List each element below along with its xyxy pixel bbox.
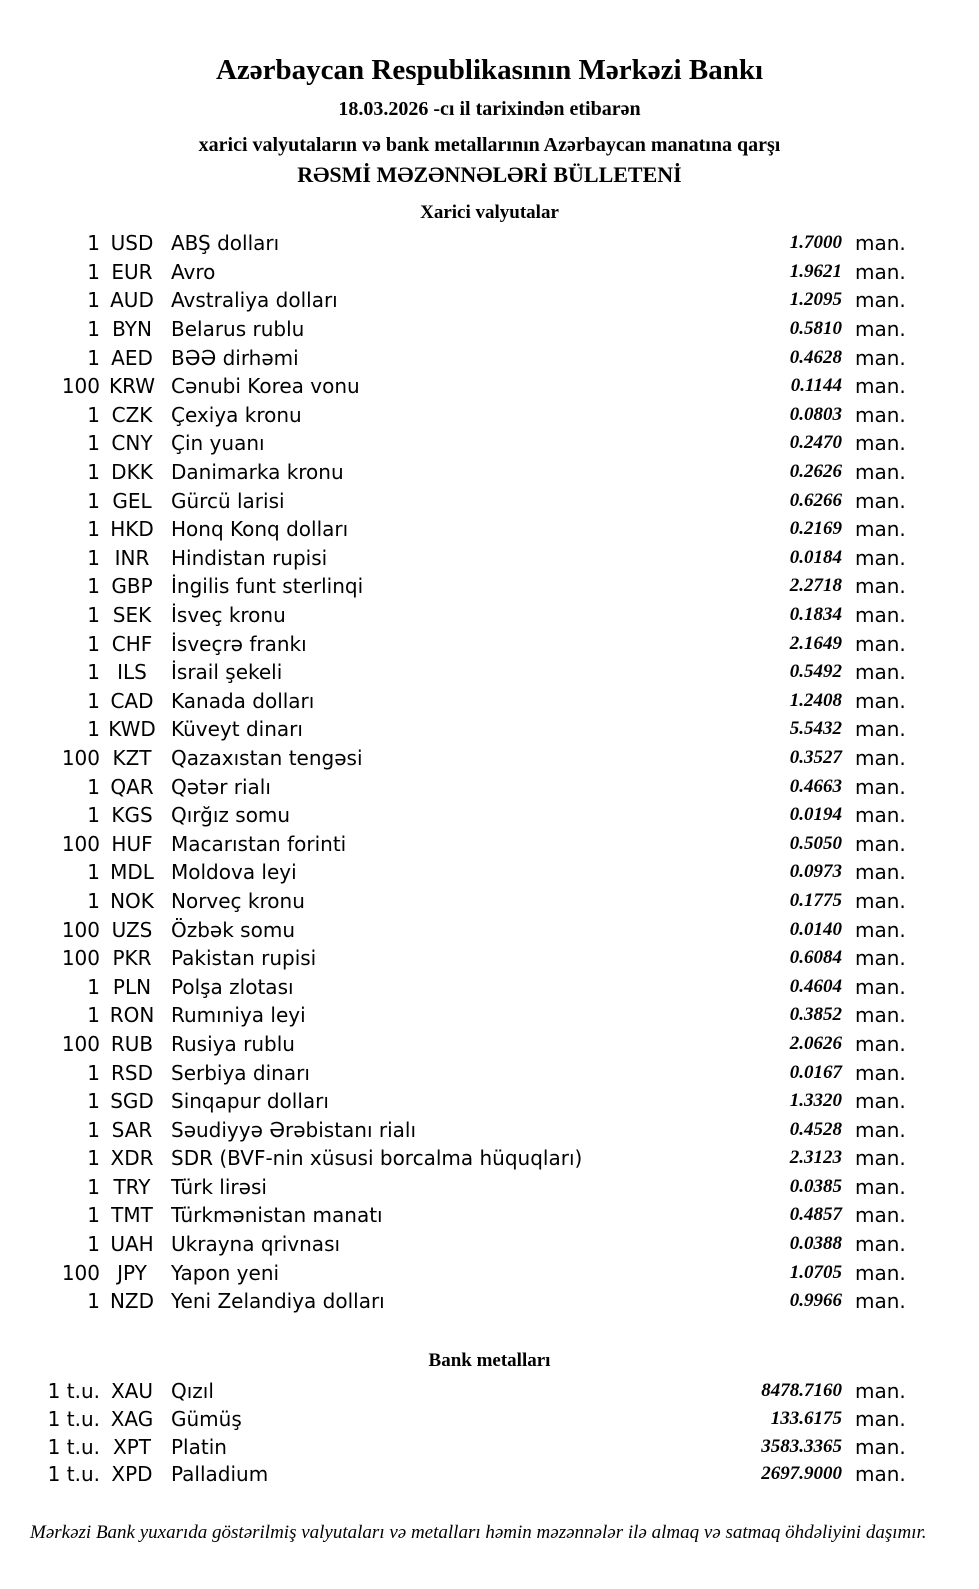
quantity-value: 1	[87, 231, 100, 256]
currency-code: NOK	[110, 888, 154, 913]
quantity-value: 1	[87, 517, 100, 542]
unit-label: man.	[855, 545, 906, 570]
quantity-value: 100	[61, 1031, 100, 1056]
rate-value: 0.1144	[790, 375, 842, 397]
rate-value: 1.7000	[789, 232, 842, 254]
rate-value: 0.4628	[789, 346, 842, 368]
rate-value: 0.4663	[789, 775, 842, 797]
currency-name: Moldova leyi	[171, 860, 297, 885]
rate-value: 0.1775	[789, 889, 842, 911]
rate-value: 0.5050	[789, 832, 842, 854]
rate-value: 0.6266	[789, 489, 842, 511]
rate-value: 0.4604	[789, 975, 842, 997]
currency-name: Qazaxıstan tengəsi	[171, 745, 363, 770]
quantity-value: 1	[87, 603, 100, 628]
currency-code: INR	[114, 545, 150, 570]
currency-name: Səudiyyə Ərəbistanı rialı	[171, 1117, 417, 1142]
rate-value: 8478.7160	[761, 1380, 842, 1402]
currency-code: GEL	[112, 488, 152, 513]
currency-name: Cənubi Korea vonu	[171, 374, 360, 399]
table-row	[0, 229, 905, 258]
unit-label: man.	[855, 860, 906, 885]
currency-code: EUR	[111, 259, 153, 284]
table-row	[0, 515, 905, 544]
currency-code: TRY	[113, 1174, 151, 1199]
unit-label: man.	[855, 317, 906, 342]
currency-code: GBP	[111, 574, 153, 599]
rate-value: 5.5432	[789, 718, 842, 740]
currency-code: SAR	[111, 1117, 153, 1142]
unit-label: man.	[855, 1260, 906, 1285]
currency-name: Macarıstan forinti	[171, 831, 347, 856]
currency-name: İsveçrə frankı	[171, 631, 307, 656]
unit-label: man.	[855, 1060, 906, 1085]
rate-value: 2.1649	[789, 632, 842, 654]
currency-name: İsveç kronu	[171, 603, 286, 628]
table-row	[0, 1087, 905, 1116]
currency-name: SDR (BVF-nin xüsusi borcalma hüquqları)	[171, 1146, 583, 1171]
currency-code: JPY	[117, 1260, 147, 1285]
table-row	[0, 1258, 905, 1287]
unit-label: man.	[855, 259, 906, 284]
currency-code: QAR	[110, 774, 154, 799]
currency-code: HKD	[110, 517, 154, 542]
unit-label: man.	[855, 1203, 906, 1228]
unit-label: man.	[855, 688, 906, 713]
currency-code: RSD	[111, 1060, 153, 1085]
effective-date: 18.03.2026 -cı il tarixindən etibarən	[338, 98, 641, 120]
currency-code: XAG	[110, 1407, 154, 1432]
table-row	[0, 315, 905, 344]
table-row	[0, 972, 905, 1001]
quantity-value: 100	[61, 1260, 100, 1285]
currency-name: Hindistan rupisi	[171, 545, 328, 570]
quantity-value: 1	[87, 460, 100, 485]
rate-value: 0.0973	[789, 861, 842, 883]
quantity-value: 1	[87, 1289, 100, 1314]
rate-value: 0.5492	[789, 661, 842, 683]
currency-name: BƏƏ dirhəmi	[171, 345, 299, 370]
quantity-value: 1	[87, 402, 100, 427]
table-row	[0, 1230, 905, 1259]
table-row	[0, 687, 905, 716]
currency-code: DKK	[111, 460, 153, 485]
currency-code: SGD	[110, 1089, 154, 1114]
currency-code: KZT	[112, 745, 152, 770]
metals-section-title: Bank metalları	[428, 1349, 551, 1371]
rate-value: 0.0388	[789, 1233, 842, 1255]
currency-name: Rusiya rublu	[171, 1031, 295, 1056]
unit-label: man.	[855, 974, 906, 999]
unit-label: man.	[855, 517, 906, 542]
rate-value: 0.0194	[789, 804, 842, 826]
table-row	[0, 1461, 905, 1489]
currency-name: Avro	[171, 259, 216, 284]
rate-value: 0.1834	[789, 604, 842, 626]
rate-value: 2.3123	[789, 1147, 842, 1169]
unit-label: man.	[855, 1089, 906, 1114]
unit-label: man.	[855, 717, 906, 742]
quantity-value: 1	[87, 1003, 100, 1028]
quantity-value: 1	[87, 631, 100, 656]
quantity-value: 1	[87, 431, 100, 456]
currency-code: RUB	[110, 1031, 154, 1056]
unit-label: man.	[855, 946, 906, 971]
rate-value: 0.4857	[789, 1204, 842, 1226]
rate-value: 0.4528	[789, 1118, 842, 1140]
quantity-value: 1 t.u.	[47, 1462, 100, 1487]
table-row	[0, 1378, 905, 1406]
rate-value: 0.2169	[789, 518, 842, 540]
unit-label: man.	[855, 488, 906, 513]
quantity-value: 1	[87, 888, 100, 913]
table-row	[0, 1144, 905, 1173]
table-row	[0, 429, 905, 458]
currency-name: Kanada dolları	[171, 688, 315, 713]
table-row	[0, 1433, 905, 1461]
currency-code: BYN	[112, 317, 152, 342]
unit-label: man.	[855, 460, 906, 485]
unit-label: man.	[855, 774, 906, 799]
quantity-value: 1	[87, 259, 100, 284]
unit-label: man.	[855, 631, 906, 656]
rate-value: 1.2095	[789, 289, 842, 311]
quantity-value: 1	[87, 1117, 100, 1142]
currency-code: PKR	[112, 946, 152, 971]
table-row	[0, 601, 905, 630]
quantity-value: 1	[87, 660, 100, 685]
currency-name: Çexiya kronu	[171, 402, 302, 427]
unit-label: man.	[855, 1117, 906, 1142]
quantity-value: 100	[61, 917, 100, 942]
currency-code: ILS	[117, 660, 147, 685]
unit-label: man.	[855, 345, 906, 370]
table-row	[0, 944, 905, 973]
quantity-value: 1	[87, 1060, 100, 1085]
quantity-value: 1	[87, 717, 100, 742]
unit-label: man.	[855, 917, 906, 942]
table-row	[0, 801, 905, 830]
rate-value: 0.0184	[789, 546, 842, 568]
currencies-section-title: Xarici valyutalar	[420, 202, 559, 223]
unit-label: man.	[855, 1434, 906, 1459]
quantity-value: 1	[87, 688, 100, 713]
currency-name: Çin yuanı	[171, 431, 265, 456]
rate-value: 0.0140	[789, 918, 842, 940]
rate-value: 0.3852	[789, 1004, 842, 1026]
currency-name: Gürcü larisi	[171, 488, 285, 513]
currency-code: HUF	[111, 831, 153, 856]
quantity-value: 1	[87, 288, 100, 313]
currency-name: Belarus rublu	[171, 317, 305, 342]
table-row	[0, 829, 905, 858]
quantity-value: 1	[87, 974, 100, 999]
unit-label: man.	[855, 288, 906, 313]
unit-label: man.	[855, 831, 906, 856]
quantity-value: 1 t.u.	[47, 1407, 100, 1432]
quantity-value: 1	[87, 488, 100, 513]
currency-name: Yeni Zelandiya dolları	[171, 1289, 385, 1314]
unit-label: man.	[855, 374, 906, 399]
currency-name: Türk lirəsi	[171, 1174, 267, 1199]
currency-code: USD	[110, 231, 154, 256]
currency-name: Türkmənistan manatı	[171, 1203, 383, 1228]
unit-label: man.	[855, 1146, 906, 1171]
rate-value: 0.2470	[789, 432, 842, 454]
currency-name: Avstraliya dolları	[171, 288, 338, 313]
currency-name: İsrail şekeli	[171, 660, 283, 685]
unit-label: man.	[855, 1003, 906, 1028]
quantity-value: 1	[87, 803, 100, 828]
table-row	[0, 458, 905, 487]
currency-name: Gümüş	[171, 1407, 242, 1432]
currency-name: Ukrayna qrivnası	[171, 1232, 341, 1257]
table-row	[0, 1287, 905, 1316]
quantity-value: 100	[61, 374, 100, 399]
currency-code: TMT	[111, 1203, 153, 1228]
currency-code: CNY	[111, 431, 153, 456]
unit-label: man.	[855, 1407, 906, 1432]
quantity-value: 1	[87, 1089, 100, 1114]
quantity-value: 100	[61, 946, 100, 971]
disclaimer-text: Mərkəzi Bank yuxarıda göstərilmiş valyutaları və metalları həmin məzənnələr ilə almaq və satmaq öhdəliyini daşımır.	[30, 1522, 927, 1544]
currency-code: CHF	[111, 631, 153, 656]
currency-code: MDL	[110, 860, 154, 885]
currency-name: Serbiya dinarı	[171, 1060, 310, 1085]
currency-name: Özbək somu	[171, 917, 295, 942]
currency-name: İngilis funt sterlinqi	[171, 574, 364, 599]
quantity-value: 1 t.u.	[47, 1434, 100, 1459]
unit-label: man.	[855, 431, 906, 456]
unit-label: man.	[855, 1174, 906, 1199]
currency-name: Platin	[171, 1434, 227, 1459]
table-row	[0, 486, 905, 515]
rate-value: 0.5810	[789, 318, 842, 340]
currency-name: Qırğız somu	[171, 803, 291, 828]
bulletin-subtitle: xarici valyutaların və bank metallarının Azərbaycan manatına qarşı	[198, 134, 781, 156]
currency-name: Norveç kronu	[171, 888, 305, 913]
rate-value: 1.3320	[789, 1090, 842, 1112]
rate-value: 0.6084	[789, 947, 842, 969]
table-row	[0, 372, 905, 401]
currency-code: UAH	[110, 1232, 154, 1257]
currency-name: Danimarka kronu	[171, 460, 344, 485]
quantity-value: 1	[87, 1146, 100, 1171]
rate-value: 0.2626	[789, 461, 842, 483]
table-row	[0, 858, 905, 887]
currency-code: PLN	[112, 974, 152, 999]
rate-value: 3583.3365	[761, 1435, 842, 1457]
unit-label: man.	[855, 745, 906, 770]
rate-value: 133.6175	[770, 1408, 842, 1430]
currency-code: CAD	[110, 688, 154, 713]
table-row	[0, 1405, 905, 1433]
bulletin-title: RƏSMİ MƏZƏNNƏLƏRİ BÜLLETENİ	[297, 162, 682, 187]
table-row	[0, 1058, 905, 1087]
table-row	[0, 572, 905, 601]
table-row	[0, 1030, 905, 1059]
quantity-value: 1	[87, 545, 100, 570]
unit-label: man.	[855, 1379, 906, 1404]
rate-value: 0.3527	[789, 746, 842, 768]
rate-value: 1.0705	[789, 1261, 842, 1283]
currency-name: Küveyt dinarı	[171, 717, 303, 742]
table-row	[0, 258, 905, 287]
quantity-value: 1 t.u.	[47, 1379, 100, 1404]
unit-label: man.	[855, 888, 906, 913]
rate-value: 0.0803	[789, 403, 842, 425]
table-row	[0, 544, 905, 573]
currency-name: Yapon yeni	[171, 1260, 280, 1285]
unit-label: man.	[855, 660, 906, 685]
table-row	[0, 343, 905, 372]
quantity-value: 1	[87, 774, 100, 799]
quantity-value: 1	[87, 1174, 100, 1199]
unit-label: man.	[855, 1232, 906, 1257]
metals-table	[0, 1378, 905, 1489]
rate-value: 0.9966	[789, 1290, 842, 1312]
currency-code: XPD	[111, 1462, 153, 1487]
rate-value: 0.0385	[789, 1175, 842, 1197]
currency-code: CZK	[111, 402, 153, 427]
quantity-value: 100	[61, 745, 100, 770]
metals-section	[0, 1348, 979, 1489]
quantity-value: 100	[61, 831, 100, 856]
rate-value: 1.2408	[789, 689, 842, 711]
currency-code: XAU	[110, 1379, 154, 1404]
table-row	[0, 401, 905, 430]
unit-label: man.	[855, 402, 906, 427]
currency-name: Qətər rialı	[171, 774, 271, 799]
unit-label: man.	[855, 1289, 906, 1314]
currencies-table	[0, 229, 905, 1316]
currency-code: KRW	[109, 374, 155, 399]
table-row	[0, 658, 905, 687]
doc-header	[0, 52, 979, 190]
currency-code: SEK	[112, 603, 152, 628]
rate-value: 2.0626	[789, 1032, 842, 1054]
unit-label: man.	[855, 1462, 906, 1487]
table-row	[0, 1001, 905, 1030]
rate-value: 2.2718	[789, 575, 842, 597]
table-row	[0, 887, 905, 916]
quantity-value: 1	[87, 1203, 100, 1228]
rate-value: 2697.9000	[761, 1463, 842, 1485]
quantity-value: 1	[87, 345, 100, 370]
table-row	[0, 1115, 905, 1144]
table-row	[0, 915, 905, 944]
currency-code: NZD	[109, 1289, 155, 1314]
currencies-section	[0, 200, 979, 1316]
rate-value: 1.9621	[789, 260, 842, 282]
currency-name: Rumıniya leyi	[171, 1003, 306, 1028]
currency-name: Polşa zlotası	[171, 974, 294, 999]
currency-name: Sinqapur dolları	[171, 1089, 329, 1114]
table-row	[0, 629, 905, 658]
unit-label: man.	[855, 603, 906, 628]
unit-label: man.	[855, 1031, 906, 1056]
currency-name: Qızıl	[171, 1379, 214, 1404]
quantity-value: 1	[87, 1232, 100, 1257]
table-row	[0, 772, 905, 801]
currency-code: AED	[111, 345, 153, 370]
currency-name: Honq Konq dolları	[171, 517, 349, 542]
currency-code: XDR	[110, 1146, 154, 1171]
currency-code: XPT	[113, 1434, 151, 1459]
table-row	[0, 286, 905, 315]
quantity-value: 1	[87, 317, 100, 342]
currency-name: Palladium	[171, 1462, 269, 1487]
unit-label: man.	[855, 803, 906, 828]
quantity-value: 1	[87, 860, 100, 885]
table-row	[0, 1173, 905, 1202]
currency-code: RON	[109, 1003, 155, 1028]
currency-code: KWD	[108, 717, 156, 742]
table-row	[0, 1201, 905, 1230]
currency-code: AUD	[110, 288, 154, 313]
table-row	[0, 744, 905, 773]
currency-code: KGS	[111, 803, 153, 828]
currency-name: ABŞ dolları	[171, 231, 280, 256]
unit-label: man.	[855, 231, 906, 256]
quantity-value: 1	[87, 574, 100, 599]
currency-code: UZS	[111, 917, 153, 942]
rate-value: 0.0167	[789, 1061, 842, 1083]
table-row	[0, 715, 905, 744]
bank-title: Azərbaycan Respublikasının Mərkəzi Bankı	[215, 54, 764, 86]
unit-label: man.	[855, 574, 906, 599]
currency-name: Pakistan rupisi	[171, 946, 317, 971]
